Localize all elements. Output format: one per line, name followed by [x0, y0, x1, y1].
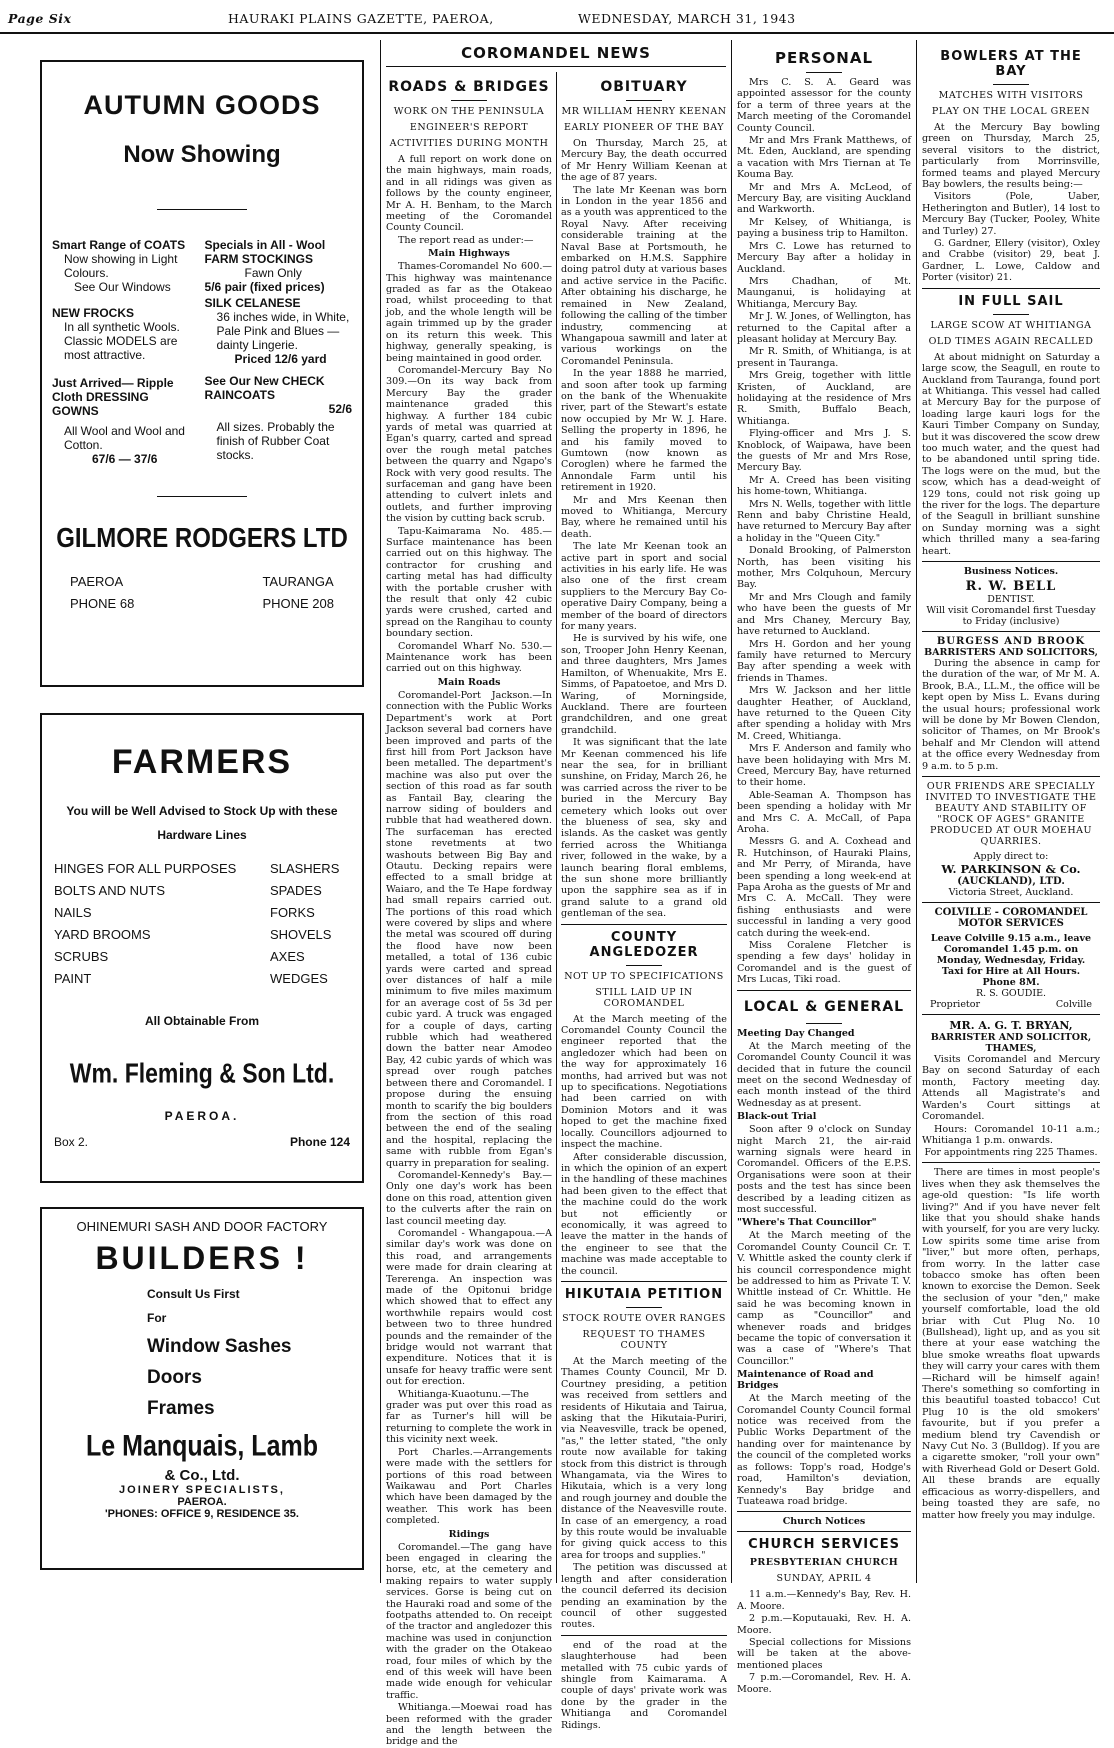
- headline: ROADS & BRIDGES: [388, 79, 550, 95]
- ad-right-column: [205, 238, 352, 466]
- divider: [806, 1023, 842, 1024]
- headline: CHURCH SERVICES: [748, 1537, 900, 1553]
- divider: [626, 100, 662, 101]
- personal-item: Mr J. W. Jones, of Wellington, has returned to the Capital after a pleasant holiday at Mercury Bay.: [737, 311, 911, 345]
- headline: HIKUTAIA PETITION: [564, 1286, 724, 1302]
- notice-text: BARRISTER AND SOLICITOR,: [930, 1032, 1092, 1044]
- personal-item: Miss Coralene Fletcher is spending a few days' holiday in Coromandel and is the guest of Mrs Lucas, Tiki road.: [737, 940, 911, 986]
- notice-text: Hours: Coromandel 10-11 a.m.; Whitianga 1 p.m. onwards.: [922, 1123, 1100, 1146]
- church-service: 2 p.m.—Koputauaki, Rev. H. A. Moore.: [737, 1613, 911, 1636]
- notice-text: Apply direct to:: [973, 851, 1049, 863]
- notice-title: COLVILLE - COROMANDEL MOTOR SERVICES: [934, 907, 1088, 930]
- article-personal: [737, 44, 911, 1695]
- paragraph: Tapu-Kaimarama No. 485.—Surface maintenance has been carried out on this highway. The contractor for crushing and carting metal has had difficulty with the portable crusher with the result that only 42 cubic yards were crushed, carted and spread on the Rangihau to county boundary section.: [386, 525, 552, 640]
- hardware-item: FORKS: [270, 905, 315, 920]
- ad-box: Box 2.: [54, 1135, 89, 1149]
- divider: [561, 924, 727, 925]
- notice-text: Proprietor: [930, 999, 981, 1011]
- subhead: Ridings: [448, 1528, 490, 1540]
- ad-text: OHINEMURI SASH AND DOOR FACTORY: [76, 1219, 328, 1234]
- paragraph: At the March meeting of the Coromandel County Council the engineer reported that the angledozer which had been on the way for approximately 16 months, had arrived but was not up to specifications. Negotiations had been carried on with Dominion Motors and it was hoped to get the machine fixed locally. Councillors adjourned to inspect the machine.: [561, 1013, 727, 1151]
- personal-item: Mrs H. Gordon and her young family have returned to Mercury Bay after spending a week with friends in Thames.: [737, 638, 911, 684]
- ad-text: Just Arrived— Ripple Cloth DRESSING GOWNS: [52, 376, 174, 418]
- subhead: Business Notices.: [963, 566, 1059, 577]
- ad-text: SILK CELANESE: [204, 296, 301, 310]
- hardware-item: PAINT: [54, 971, 92, 986]
- ad-price: 52/6: [328, 402, 352, 416]
- divider: [993, 84, 1029, 85]
- ad-phone: Phone 124: [289, 1135, 350, 1149]
- notice-text: Phone 8M.: [982, 977, 1040, 989]
- kicker: EARLY PIONEER OF THE BAY: [564, 122, 724, 133]
- ad-text: All sizes. Probably the finish of Rubber Coat stocks.: [216, 420, 335, 462]
- personal-item: Mr A. Creed has been visiting his home-town, Whitianga.: [737, 474, 911, 498]
- builder-item: Window Sashes: [147, 1336, 292, 1357]
- notice-title: BURGESS AND BROOK: [936, 636, 1086, 647]
- article-bowlers: [922, 44, 1100, 1584]
- paragraph: At the March meeting of the Coromandel County Council it was decided that in future the council meet on the second Wednesday of each month instead of the third Wednesday as at present.: [737, 1040, 911, 1109]
- hardware-item: HINGES FOR ALL PURPOSES: [54, 861, 237, 876]
- personal-item: Mrs Greig, together with little Kristen, of Auckland, are holidaying at the residence of Mrs R. Smith, Buffalo Beach, Whitianga.: [737, 370, 911, 427]
- paragraph: The petition was discussed at length and after consideration the council deferred its decision pending an examination by the council of other suggested routes.: [561, 1562, 727, 1631]
- headline: BOWLERS AT THE BAY: [940, 49, 1082, 79]
- ad-title: FARMERS: [111, 743, 293, 781]
- personal-item: Messrs G. and A. Coxhead and R. Hutchinson, of Hauraki Plains, and Mr Perry, of Miranda, have been spending a long week-end at Papa Aroha as the guests of Mr and Mrs C. A. McCall. They were fishing enthusiasts and were successful in landing a very good catch during the week-end.: [737, 836, 911, 939]
- hardware-item: WEDGES: [270, 971, 328, 986]
- ad-town: PAEROA: [70, 574, 124, 589]
- column-rule: [916, 40, 917, 1583]
- church-service: 11 a.m.—Kennedy's Bay, Rev. H. A. Moore.: [737, 1589, 911, 1612]
- kicker: PLAY ON THE LOCAL GREEN: [931, 106, 1091, 117]
- paragraph: At the Mercury Bay bowling green on Thursday, March 25, several visitors to the district, particularly from Morrinsville, formed teams and played Mercury Bay bowlers, the results being:—: [922, 122, 1100, 191]
- personal-item: Donald Brooking, of Palmerston North, has been visiting his mother, Mrs Colquhoun, Mercury Bay.: [737, 545, 911, 591]
- kicker: STILL LAID UP IN COROMANDEL: [595, 986, 693, 1009]
- notice-text: For appointments ring 225 Thames.: [924, 1147, 1098, 1159]
- divider: [922, 776, 1100, 777]
- ad-town: TAURANGA: [262, 574, 334, 589]
- ad-text: In all synthetic Wools. Classic MODELS are most attractive.: [64, 320, 180, 362]
- hardware-item: YARD BROOMS: [54, 927, 151, 942]
- divider: [737, 1511, 911, 1512]
- article-obituary: [561, 74, 727, 1731]
- paragraph: Whitianga.—Moewai road has been reformed with the grader and the length between the bridge and the: [386, 1702, 552, 1748]
- kicker: ACTIVITIES DURING MONTH: [389, 138, 549, 149]
- ad-text: & Co., Ltd.: [164, 1467, 240, 1484]
- ad-text: Consult Us First: [147, 1287, 240, 1301]
- headline: OBITUARY: [600, 79, 688, 95]
- ad-text: Specials in All - Wool FARM STOCKINGS: [204, 238, 326, 266]
- ad-farmers: [40, 713, 364, 1183]
- notice-text: Leave Colville 9.15 a.m., leave Coromandel 1.45 p.m. on Monday, Wednesday, Friday.: [930, 933, 1092, 967]
- ad-title: BUILDERS !: [95, 1240, 309, 1276]
- notice-text: Taxi for Hire at All Hours.: [941, 966, 1081, 978]
- church-service: 7 p.m.—Coromandel, Rev. H. A. Moore.: [737, 1672, 911, 1695]
- paragraph: The late Mr Keenan took an active part in sport and social activities in his early life. He was also one of the first cream suppliers to the Mercury Bay Co-operative Dairy Company, being a member of the board of directors for many years.: [561, 541, 727, 633]
- divider: [626, 965, 662, 966]
- article-roads-bridges: [386, 74, 552, 1748]
- headline: IN FULL SAIL: [958, 293, 1064, 309]
- personal-item: Able-Seaman A. Thompson has been spending a holiday with Mr and Mrs C. A. McCall, of Papa Aroha.: [737, 789, 911, 835]
- divider: [922, 631, 1100, 632]
- paragraph: end of the road at the slaughterhouse had been metalled with 75 cubic yards of shingle from Kaimarama. A couple of days' private work was done by the grader in the Whitianga and Coromandel Ridings.: [561, 1639, 727, 1731]
- kicker: ENGINEER'S REPORT: [409, 122, 529, 133]
- divider: [922, 1014, 1100, 1015]
- personal-item: Mr Kelsey, of Whitianga, is paying a business trip to Hamilton.: [737, 216, 911, 240]
- notice-text: (AUCKLAND), LTD.: [957, 876, 1065, 888]
- headline: LOCAL & GENERAL: [743, 998, 905, 1015]
- kicker: SUNDAY, APRIL 4: [776, 1573, 872, 1585]
- builder-item: Frames: [147, 1398, 215, 1419]
- ad-phone: PHONE 208: [262, 596, 334, 611]
- paragraph: On Thursday, March 25, at Mercury Bay, the death occurred of Mr Henry William Keenan at the age of 87 years.: [561, 138, 727, 184]
- kicker: LARGE SCOW AT WHITIANGA: [930, 319, 1092, 331]
- kicker: PRESBYTERIAN CHURCH: [749, 1557, 899, 1569]
- divider: [561, 1281, 727, 1282]
- divider: [561, 1635, 727, 1636]
- kicker: STOCK ROUTE OVER RANGES: [562, 1312, 726, 1324]
- ad-contacts: [42, 1135, 362, 1149]
- ad-price: 5/6 pair (fixed prices): [204, 280, 325, 294]
- divider: [922, 902, 1100, 903]
- ad-text: All Obtainable From: [144, 1014, 259, 1028]
- paragraph: A full report on work done on the main highways, main roads, and in all ridings was given as follows by the county engineer, Mr A. H. Benham, to the March meeting of the Coromandel County Council.: [386, 154, 552, 234]
- ad-text: 36 inches wide, in White, Pale Pink and Blues — dainty Lingerie.: [216, 310, 350, 352]
- ad-phone: 'PHONES: OFFICE 9, RESIDENCE 35.: [105, 1508, 299, 1520]
- ad-text: See Our New CHECK RAINCOATS: [204, 374, 325, 402]
- notice-title: MR. A. G. T. BRYAN,: [949, 1019, 1073, 1033]
- builder-item: Doors: [147, 1367, 202, 1388]
- notice-text: DENTIST.: [987, 594, 1035, 605]
- paragraph: Coromandel-Port Jackson.—In connection with the Public Works Department's work at Port Jackson several bad corners have been improved and parts of the first hill from Port Jackson have been metalled. The department's machine was also put over the section of this road as far south as Fantail Bay, clearing the narrow siding of boulders and rubble that had weathered down. The surfaceman has erected stone revetments at two washouts between Big Bay and Otautu. Decking repairs were effected to a small bridge at Waiaro, and the Te Hape fordway had small repairs carried out. The portions of this road which were covered by slips and where the metal was scoured off during the flood have now been metalled, a total of 136 cubic yards were carted and spread over distances of half a mile minimum to five miles maximum for an average cost of 5s 3d per cubic yard. A truck was engaged for a couple of days, carting rubble which had weathered down the batter near Amodeo Bay, 42 cubic yards of which was spread over rough patches between there and Coromandel. I propose during the ensuing month to scarify the big boulders from the section of this road between the end of the sealing and the hospital, replacing the same with rubble from Egan's quarry in preparation for sealing.: [386, 689, 552, 1169]
- paragraph: There are times in most people's lives when they ask themselves the age-old question: "Is life worth living?" And if you have never felt like that you should shake hands with yourself, for you are very lucky. Low spirits some time arise from "liver," but more often, perhaps, from worry. In the latter case tobacco smoke has often been known to exorcise the Demon. Seek the seclusion of your "den," make yourself comfortable, load the old briar with Cut Plug No. 10 (Bullshead), light up, and as you sit there at your ease watching the blue smoke wreaths float upwards they will carry your cares with them—Richard will be himself again! There's something so comforting in this beautiful toasted tobacco! Cut Plug 10 is the old smokers' favourite, but if you prefer a medium blend try Cavendish or Navy Cut No. 3 (Bulldog). If you are a cigarette smoker, "roll your own" with Riverhead Gold or Desert Gold. All these brands are equally efficacious as worry-dispellers, and being toasted they are safe, no matter how freely you may indulge.: [922, 1167, 1100, 1521]
- subhead: Main Roads: [437, 676, 501, 688]
- divider: [922, 288, 1100, 289]
- personal-item: Mrs F. Anderson and family who have been holidaying with Mrs M. Creed, Mercury Bay, have returned to their home.: [737, 743, 911, 789]
- hardware-item: NAILS: [54, 905, 92, 920]
- ad-firm: Le Manquais, Lamb: [86, 1429, 318, 1463]
- subhead: Black-out Trial: [737, 1111, 817, 1123]
- hardware-item: SPADES: [270, 883, 322, 898]
- notice-title: R. W. BELL: [965, 579, 1057, 594]
- ad-text: For: [147, 1311, 167, 1325]
- divider: [922, 1162, 1100, 1163]
- ad-autumn-goods: [40, 60, 364, 687]
- ad-text: You will be Well Advised to Stock Up with these: [66, 804, 338, 818]
- hardware-item: AXES: [270, 949, 305, 964]
- paragraph: He is survived by his wife, one son, Trooper John Henry Keenan, and three daughters, Mrs James Hamilton, of Whenuakite, Mrs E. Simms, of Papatoetoe, and Mrs D. Waring, of Morningside, Auckland. There are fourteen grandchildren, and one great grandchild.: [561, 633, 727, 736]
- paragraph: After considerable discussion, in which the opinion of an expert in the handling of these machines had been given to the effect that the machine could do the work but not efficiently or economically, it was agreed to leave the matter in the hands of the engineer to see that the machine was made acceptable to the council.: [561, 1151, 727, 1277]
- paragraph: Coromandel Wharf No. 530.—Maintenance work has been carried out on this highway.: [386, 640, 552, 675]
- headline: COUNTY ANGLEDOZER: [589, 929, 699, 960]
- hardware-item: SLASHERS: [270, 861, 340, 876]
- paragraph: It was significant that the late Mr Keenan commenced his life near the sea, for in brilliant sunshine, on Friday, March 26, he was carried across the river to be buried in the Mercury Bay cemetery which looks out over the blueness of sea, sky and islands. As the casket was gently ferried across the Whitianga river, followed in the wake, by a launch bearing floral emblems, the sun shone more brilliantly upon the sapphire sea as if in grand salute to a grand old gentleman of the sea.: [561, 737, 727, 920]
- notice-text: Victoria Street, Auckland.: [948, 887, 1074, 899]
- church-service: Special collections for Missions will be taken at the above-mentioned places: [737, 1636, 911, 1671]
- column-rule: [556, 72, 557, 1583]
- divider: [626, 1307, 662, 1308]
- subhead: Maintenance of Road and Bridges: [737, 1369, 874, 1392]
- ad-text: All Wool and Wool and Cotton.: [64, 424, 185, 452]
- ad-body: [42, 238, 362, 466]
- kicker: REQUEST TO THAMES COUNTY: [582, 1328, 706, 1351]
- ad-text: JOINERY SPECIALISTS,: [119, 1484, 285, 1496]
- ad-subtitle: Now Showing: [123, 141, 281, 168]
- column-rule: [380, 40, 381, 1583]
- paragraph: Soon after 9 o'clock on Sunday night March 21, the air-raid warning signals were heard in Coromandel. Officers of the E.P.S. Organisations were soon at their posts and the test has since been described by a leading citizen as most successful.: [737, 1124, 911, 1215]
- paragraph: At the March meeting of the Coromandel County Council formal notice was received from the Public Works Department of the handing over for maintenance by the council of the completed works as follows: Topp's road, Hodge's road, Hamilton's deviation, Kennedy's Bay bridge and Tuateawa road bridge.: [737, 1393, 911, 1507]
- notice-text: THAMES,: [985, 1043, 1037, 1055]
- paragraph: Thames-Coromandel No 600.—This highway was maintenance graded as far as the Otakeao road, whilst proceeding to that job, and the whole length will be again trimmed up by the grader on its return this week. This highway, generally speaking, is being maintained in good order.: [386, 261, 552, 364]
- paragraph: Mr and Mrs Keenan then moved to Whitianga, Mercury Bay, where he remained until his death.: [561, 494, 727, 540]
- ad-town: PAEROA.: [177, 1496, 227, 1508]
- paragraph: Coromandel - Whangapoua.—A similar day's work was done on this road, and arrangements were made for drain clearing at Tererenga. An inspection was made of the Opitonui bridge which showed that to effect any worthwhile repairs would cost between two to three hundred pounds and the remainder of the bridge would not warrant that expenditure. Notices that it is unsafe for heavy traffic were sent out for erection.: [386, 1227, 552, 1388]
- ad-contacts: [42, 571, 362, 615]
- subhead: Church Notices: [782, 1516, 866, 1528]
- paragraph: At about midnight on Saturday a large scow, the Seagull, en route to Auckland from Tauranga, found port at Whitianga. This vessel had called at Mercury Bay for the purpose of loading large kauri logs for the Kauri Timber Company on Sunday, but it was discovered the scow drew too much water, and the quest had to be abandoned until spring tide. The logs were on the mud, but the scow, which has a dead-weight of 129 tons, could not risk going up the river for the logs. The departure of the Seagull in brilliant sunshine on Sunday morning was a sight which thrilled many a sea-faring heart.: [922, 351, 1100, 557]
- divider: [157, 209, 247, 210]
- paragraph: At the March meeting of the Coromandel County Council Cr. T. V. Whittle asked the county clerk if his council correspondence might be addressed to him as Private T. V. Whittle instead of Cr. Whittle. He said he was becoming known in camp as "Councillor" and whenever roads and bridges became the topic of conversation it was a case of "Where's That Councillor.": [737, 1230, 911, 1367]
- section-banner: COROMANDEL NEWS: [461, 44, 651, 62]
- ad-text: Smart Range of COATS: [52, 238, 186, 252]
- subhead: Main Highways: [428, 248, 510, 260]
- paragraph: The late Mr Keenan was born in London in the year 1856 and as a youth was apprenticed to the Royal Navy. After receiving considerable training at the Naval Base at Portsmouth, he embarked on H.M.S. Sapphire doing patrol duty at various bases and active service in the Pacific. After obtaining his discharge, he remained in New Zealand, following the calling of the timber industry, commencing at Whangapoua sawmill and later at various workings on the Coromandel Peninsula.: [561, 184, 727, 367]
- paragraph: The report read as under:—: [398, 234, 534, 246]
- hardware-item: SCRUBS: [54, 949, 109, 964]
- divider: [737, 990, 911, 991]
- divider: [737, 1531, 911, 1532]
- paragraph: G. Gardner, Ellery (visitor), Oxley and Crabbe (visitor) 29, beat J. Gardner, L. Lowe, Caldow and Porter (visitor) 21.: [922, 238, 1100, 284]
- masthead: [0, 0, 1114, 34]
- notice-title: W. PARKINSON & Co.: [941, 862, 1081, 877]
- paragraph: Whitianga-Kuaotunu.—The grader was put over this road as far as Turner's hill will be returning to complete the work in this vicinity next week.: [386, 1388, 552, 1446]
- personal-item: Mr and Mrs Frank Matthews, of Mt. Eden, Auckland, are spending a vacation with Mrs Tiernan at Te Kouma Bay.: [737, 135, 911, 181]
- ad-text: NEW FROCKS: [52, 306, 134, 320]
- subhead: Meeting Day Changed: [737, 1027, 855, 1039]
- ad-left-column: [52, 238, 195, 466]
- personal-item: Mr and Mrs Clough and family who have been the guests of Mr and Mrs Chaney, Mercury Bay, have returned to Auckland.: [737, 591, 911, 638]
- coromandel-news-banner: [386, 44, 726, 67]
- ad-price: Priced 12/6 yard: [234, 352, 327, 366]
- ad-text: Now showing in Light Colours.: [64, 252, 178, 280]
- ad-title: AUTUMN GOODS: [83, 90, 321, 120]
- ad-town: PAEROA.: [164, 1109, 240, 1123]
- notice-text: Will visit Coromandel first Tuesday to Friday (inclusive): [926, 605, 1096, 627]
- column-rule: [731, 40, 732, 1583]
- paper-date: WEDNESDAY, MARCH 31, 1943: [578, 11, 796, 26]
- ad-builders: [40, 1207, 364, 1570]
- notice-text: R. S. GOUDIE.: [975, 988, 1047, 1000]
- ad-firm: Wm. Fleming & Son Ltd.: [69, 1057, 335, 1089]
- divider: [451, 100, 487, 101]
- divider: [993, 314, 1029, 315]
- page-number: Page Six: [8, 11, 72, 26]
- personal-item: Mrs N. Wells, together with little Renn and baby Christine Heald, have returned to Mercury Bay after a holiday in the "Queen City.": [737, 498, 911, 544]
- personal-item: Mr R. Smith, of Whitianga, is at present in Tauranga.: [737, 346, 911, 369]
- notice-text: BARRISTERS AND SOLICITORS,: [924, 647, 1098, 658]
- subhead: "Where's That Councillor": [737, 1217, 877, 1229]
- kicker: MATCHES WITH VISITORS: [938, 90, 1084, 101]
- paragraph: In the year 1888 he married, and soon after took up farming on the bank of the Whenuakite river, part of the Stewart's estate now occupied by Mr W. J. Hare. Selling the property in 1896, he and his family moved to Gumtown (now known as Coroglen) where he farmed the Annondale Farm until his retirement in 1920.: [561, 368, 727, 494]
- notice-text: Visits Coromandel and Mercury Bay on second Saturday of each month, Factory meeting day. Attends all Magistrate's and Warden's Court sittings at Coromandel.: [922, 1054, 1100, 1123]
- hardware-item: SHOVELS: [270, 927, 332, 942]
- kicker: NOT UP TO SPECIFICATIONS: [564, 970, 724, 982]
- kicker: MR WILLIAM HENRY KEENAN: [561, 106, 727, 117]
- ad-text: Hardware Lines: [157, 828, 247, 842]
- notice-text: OUR FRIENDS ARE SPECIALLY INVITED TO INVESTIGATE THE BEAUTY AND STABILITY OF "ROCK OF AGES" GRANITE PRODUCED AT OUR MOEHAU QUARRIES.: [925, 781, 1097, 848]
- personal-item: Mrs Chadhan, of Mt. Maunganui, is holidaying at Whitianga, Mercury Bay.: [737, 275, 911, 310]
- ad-firm: GILMORE RODGERS LTD: [56, 522, 348, 554]
- paragraph: Coromandel.—The gang have been engaged in clearing the horse, etc, at the cemetery and making repairs to water supply services. Gorse is being cut on the Hauraki road and some of the footpaths attended to. On receipt of the tractor and angledozer this machine was used in conjunction with the grader on the Otakeao road, four miles of which by the end of this week will have been made wide enough for vehicular traffic.: [386, 1541, 552, 1701]
- kicker: OLD TIMES AGAIN RECALLED: [928, 335, 1094, 347]
- personal-item: Flying-officer and Mrs J. S. Knoblock, of Waipawa, have been the guests of Mr and Mrs Rose, Mercury Bay.: [737, 428, 911, 474]
- paragraph: Coromandel-Mercury Bay No 309.—On its way back from Mercury Bay the grader maintenance graded this highway. A further 184 cubic yards of metal was quarried at Egan's quarry, carted and spread over the rough metal patches between the quarry and Ngapo's Rock with very good results. The surfaceman and gang have been attending to culvert inlets and outlets, and further improving the vision by cutting back scrub.: [386, 364, 552, 525]
- headline: PERSONAL: [774, 49, 874, 67]
- notice-footer: [922, 999, 1100, 1010]
- ad-price: 67/6 — 37/6: [92, 452, 158, 466]
- paragraph: Coromandel-Kennedy's Bay.—Only one day's work has been done on this road, attention given to the culverts after the rain on last council meeting day.: [386, 1169, 552, 1227]
- hardware-list: [42, 858, 362, 990]
- kicker: WORK ON THE PENINSULA: [393, 106, 545, 117]
- ad-text: See Our Windows: [74, 280, 171, 294]
- ad-text: Fawn Only: [244, 266, 302, 280]
- paragraph: Visitors (Pole, Uaber, Hetherington and Butler), 14 lost to Mercury Bay (Tucker, Pooley, White and Turley) 27.: [922, 191, 1100, 237]
- paragraph: Port Charles.—Arrangements were made with the settlers for portions of this road between Waikawau and Port Charles which have been damaged by the weather. This work has been completed.: [386, 1446, 552, 1527]
- hardware-item: BOLTS AND NUTS: [54, 883, 166, 898]
- paragraph: At the March meeting of the Thames County Council, Mr D. Courtney presiding, a petition was received from settlers and residents of Hikutaia and Tairua, asking that the Hikutaia-Puriri, via Neavesville, track be opened, "as," the letter stated, "the only route now available for taking stock from this district is through Whangamata, via the Wires to Hikutaia, which is a very long and rough journey and double the distance of the Neavesville route. In case of an emergency, a road by this route would be invaluable for giving quick access to this area for troops and supplies.": [561, 1355, 727, 1561]
- personal-item: Mrs C. Lowe has returned to Mercury Bay after a holiday in Auckland.: [737, 240, 911, 275]
- personal-item: Mrs W. Jackson and her little daughter Heather, of Auckland, have returned to the Queen City after spending a holiday with Mrs M. Creed, Whitianga.: [737, 685, 911, 742]
- notice-text: Colville: [1055, 999, 1092, 1011]
- ad-phone: PHONE 68: [70, 596, 135, 611]
- paper-title: HAURAKI PLAINS GAZETTE, PAEROA,: [228, 11, 494, 26]
- personal-item: Mr and Mrs A. McLeod, of Mercury Bay, are visiting Auckland and Warkworth.: [737, 181, 911, 216]
- divider: [806, 72, 842, 73]
- divider: [157, 496, 247, 497]
- divider: [922, 561, 1100, 562]
- notice-text: During the absence in camp for the duration of the war, of Mr M. A. Brook, B.A., LL.M., the office will be kept open by Miss L. Evans during the usual hours; professional work will be done by Mr Bowen Clendon, solicitor of Thames, on Mr Brook's behalf and Mr Clendon will attend at the office every Wednesday from 9 a.m. to 5 p.m.: [922, 658, 1100, 772]
- personal-item: Mrs C. S. A. Geard was appointed assessor for the county for a term of three years at the March meeting of the Coromandel County Council.: [737, 77, 911, 134]
